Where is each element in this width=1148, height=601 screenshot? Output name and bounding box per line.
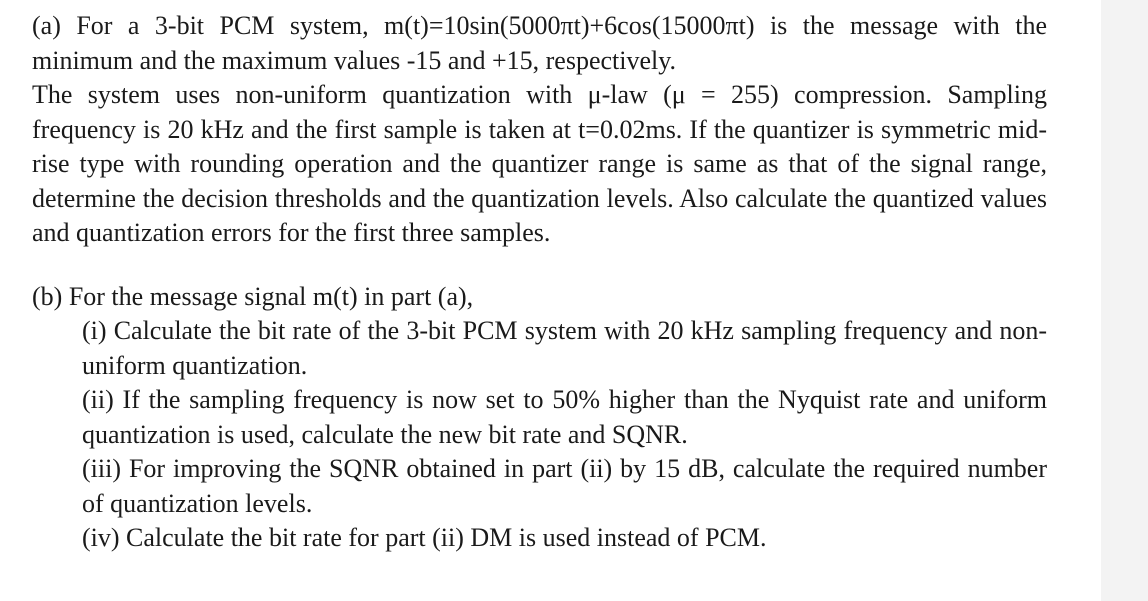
problem-text — [32, 9, 1047, 556]
part-b-intro: (b) For the message signal m(t) in part (a), — [32, 281, 474, 311]
part-b-item-ii: (ii) If the sampling frequency is now set to 50% higher than the Nyquist rate and uniform quantization is used, calculate the new bit rate and SQNR. — [82, 385, 1047, 449]
part-a-body: The system uses non-uniform quantization with μ-law (μ = 255) compression. Sampling frequency is 20 kHz and the first sample is taken at t=0.02ms. If the quantizer is symmetric mid-rise type with rounding operation and the quantizer range is same as that of the signal range, determine the decision thresholds and the quantization levels. Also calculate the quantized values and quantization errors for the first three samples. — [32, 80, 1047, 247]
part-a-intro: (a) For a 3-bit PCM system, m(t)=10sin(5000πt)+6cos(15000πt) is the message with the minimum and the maximum values -15 and +15, respectively. — [32, 11, 1047, 75]
part-b-item-iii: (iii) For improving the SQNR obtained in part (ii) by 15 dB, calculate the required number of quantization levels. — [82, 454, 1047, 518]
part-b-items — [82, 314, 1047, 556]
section-gap — [32, 251, 1047, 280]
part-b-item-i: (i) Calculate the bit rate of the 3-bit PCM system with 20 kHz sampling frequency and non-uniform quantization. — [82, 316, 1047, 380]
part-b-item-iv: (iv) Calculate the bit rate for part (ii) DM is used instead of PCM. — [82, 523, 767, 552]
right-margin-strip — [1101, 0, 1148, 601]
